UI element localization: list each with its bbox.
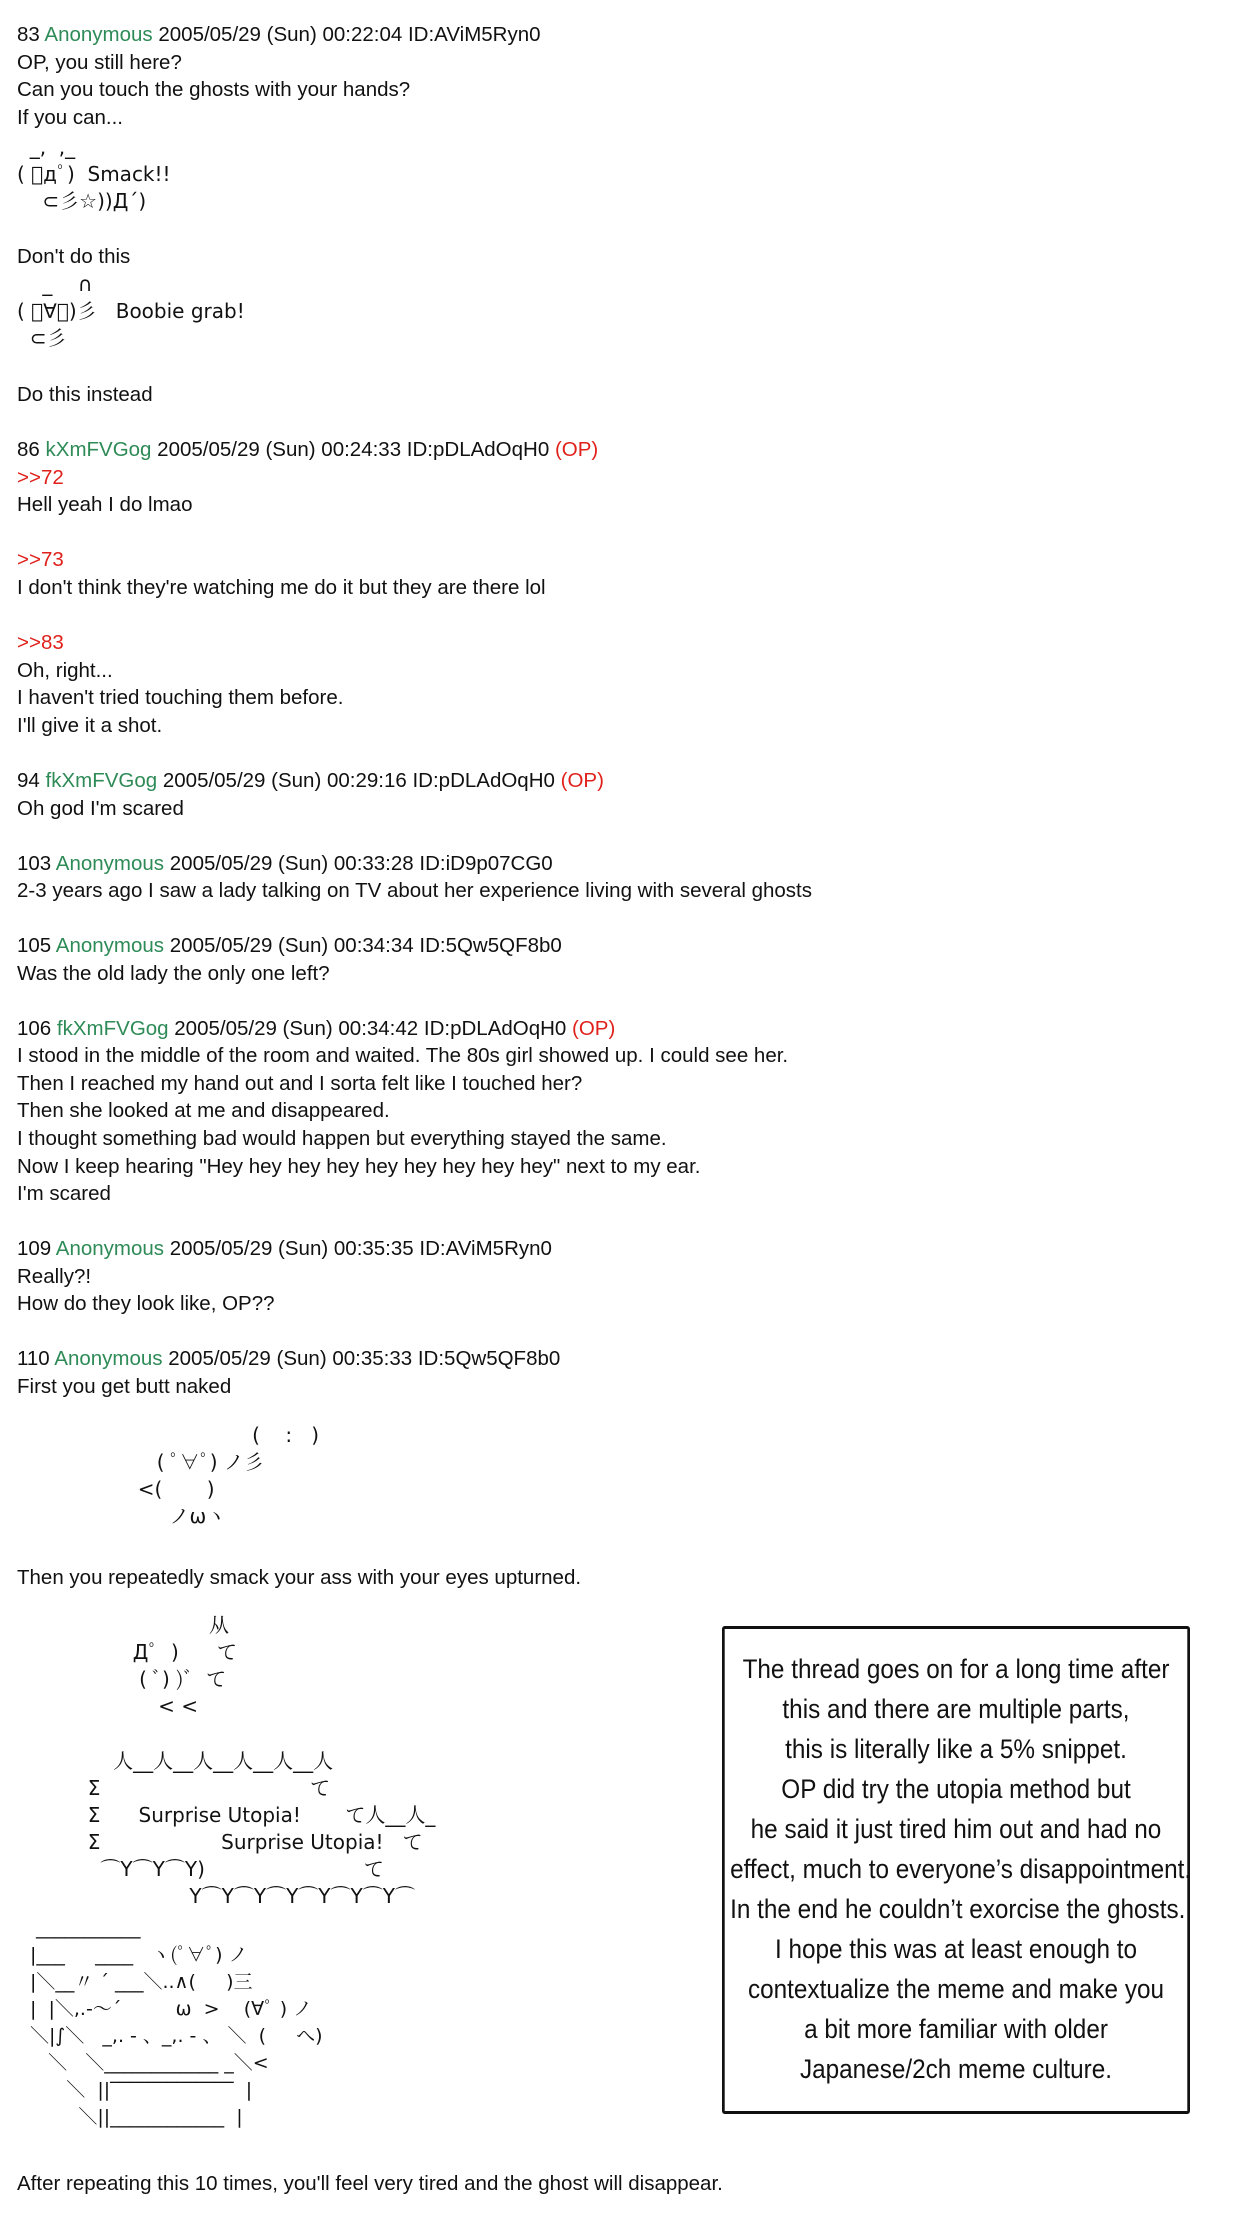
poster-name[interactable]: fkXmFVGog — [56, 1017, 169, 1040]
poster-id[interactable]: ID:pDLAdOqH0 — [423, 1017, 567, 1040]
poster-name[interactable]: Anonymous — [54, 1347, 163, 1370]
ascii-art-desk: ___________ |___ ____ ヽ(ﾟ∀ﾟ) ノ |＼__〃 ´ ___＼..∧( )三 | |＼,.-～´ ω > (∀ﾟ ) ノ ＼|∫＼ _,. - 、_,. - 、 ＼ ( へ) ＼ ＼____________ _＼< ＼ ||‾‾‾‾‾‾‾‾‾‾‾‾‾ | ＼||____________ | — [30, 1917, 323, 2128]
post-line: I don't think they're watching me do it but they are there lol — [17, 576, 546, 599]
annotation-line: contextualize the meme and make you — [747, 1974, 1165, 2004]
poster-name[interactable]: Anonymous — [55, 852, 165, 875]
post-line: First you get butt naked — [17, 1375, 232, 1398]
post-line: Can you touch the ghosts with your hands? — [17, 78, 411, 101]
reply-link[interactable]: >>83 — [17, 631, 64, 654]
post-date: 2005/05/29 (Sun) 00:34:42 — [174, 1017, 419, 1040]
reply-link[interactable]: >>73 — [17, 548, 64, 571]
post-number: 106 — [17, 1017, 52, 1040]
post-date: 2005/05/29 (Sun) 00:24:33 — [157, 438, 402, 461]
post-header-86 — [17, 436, 598, 464]
post-line: Then you repeatedly smack your ass with your eyes upturned. — [17, 1566, 582, 1589]
poster-name[interactable]: Anonymous — [55, 1237, 165, 1260]
poster-id[interactable]: ID:AViM5Ryn0 — [407, 23, 541, 46]
post-line: I thought something bad would happen but everything stayed the same. — [17, 1127, 667, 1150]
post-line: Oh, right... — [17, 659, 113, 682]
poster-name[interactable]: Anonymous — [44, 23, 153, 46]
poster-id[interactable]: ID:5Qw5QF8b0 — [419, 934, 562, 957]
post-line: How do they look like, OP?? — [17, 1292, 275, 1315]
poster-id[interactable]: ID:iD9p07CG0 — [419, 852, 553, 875]
post-number: 103 — [17, 852, 52, 875]
post-date: 2005/05/29 (Sun) 00:35:35 — [169, 1237, 414, 1260]
post-line: I haven't tried touching them before. — [17, 686, 344, 709]
ascii-art-grab: _ ∩ ( ﾟ∀ﾟ)彡 Boobie grab! ⊂彡 — [17, 272, 245, 350]
post-line: OP, you still here? — [17, 51, 182, 74]
post-line: I'll give it a shot. — [17, 714, 163, 737]
post-line: 2-3 years ago I saw a lady talking on TV about her experience living with several ghosts — [17, 879, 813, 902]
post-date: 2005/05/29 (Sun) 00:35:33 — [168, 1347, 413, 1370]
post-number: 86 — [17, 438, 40, 461]
annotation-line: a bit more familiar with older — [804, 2014, 1108, 2044]
post-date: 2005/05/29 (Sun) 00:33:28 — [169, 852, 414, 875]
post-header-94 — [17, 767, 604, 795]
op-badge: (OP) — [560, 769, 604, 792]
post-date: 2005/05/29 (Sun) 00:22:04 — [158, 23, 403, 46]
annotation-line: he said it just tired him out and had no — [750, 1814, 1162, 1844]
poster-id[interactable]: ID:pDLAdOqH0 — [406, 438, 550, 461]
annotation-line: The thread goes on for a long time after — [742, 1654, 1170, 1684]
op-badge: (OP) — [572, 1017, 616, 1040]
poster-name[interactable]: kXmFVGog — [45, 438, 152, 461]
post-line: After repeating this 10 times, you'll feel very tired and the ghost will disappear. — [17, 2172, 723, 2195]
post-line: I stood in the middle of the room and waited. The 80s girl showed up. I could see her. — [17, 1044, 789, 1067]
annotation-line: I hope this was at least enough to — [774, 1934, 1138, 1964]
annotation-box — [722, 1626, 1190, 2114]
post-line: Don't do this — [17, 245, 131, 268]
ascii-art-utopia: 人__人__人__人__人__人 Σ て Σ Surprise Utopia! て人__人_ Σ Surprise Utopia! て ⌒Y⌒Y⌒Y) て Y⌒Y⌒Y⌒Y⌒Y⌒Y⌒Y⌒ — [87, 1749, 436, 1908]
post-line: I'm scared — [17, 1182, 111, 1205]
ascii-art-naked: ( : ) ( ﾟ∀ﾟ) ノ彡 <( ) ノωヽ — [137, 1423, 319, 1528]
poster-id[interactable]: ID:5Qw5QF8b0 — [417, 1347, 561, 1370]
post-number: 94 — [17, 769, 40, 792]
post-number: 110 — [17, 1347, 50, 1370]
post-line: Was the old lady the only one left? — [17, 962, 330, 985]
post-line: If you can... — [17, 106, 123, 129]
ascii-art-smack: _, ,_ ( ﾟдﾟ) Smack!! ⊂彡☆))Д´) — [17, 135, 171, 213]
post-date: 2005/05/29 (Sun) 00:34:34 — [169, 934, 414, 957]
annotation-line: this is literally like a 5% snippet. — [785, 1734, 1127, 1764]
post-header-103 — [17, 850, 553, 878]
annotation-line: Japanese/2ch meme culture. — [799, 2054, 1113, 2084]
poster-name[interactable]: fkXmFVGog — [45, 769, 158, 792]
post-header-105 — [17, 932, 562, 960]
annotation-line: effect, much to everyone’s disappointment. — [730, 1854, 1192, 1884]
post-number: 109 — [17, 1237, 52, 1260]
post-line: Now I keep hearing "Hey hey hey hey hey hey hey hey hey" next to my ear. — [17, 1155, 701, 1178]
post-line: Then she looked at me and disappeared. — [17, 1099, 390, 1122]
poster-name[interactable]: Anonymous — [55, 934, 165, 957]
poster-id[interactable]: ID:pDLAdOqH0 — [412, 769, 555, 792]
post-line: Do this instead — [17, 383, 153, 406]
post-header-110 — [17, 1345, 560, 1373]
post-line: Oh god I'm scared — [17, 797, 184, 820]
annotation-line: this and there are multiple parts, — [782, 1694, 1130, 1724]
ascii-art-smack2: 从 Дﾟ ) て ( ﾞ) )ﾞ て < < — [132, 1613, 238, 1718]
post-line: Then I reached my hand out and I sorta felt like I touched her? — [17, 1072, 583, 1095]
annotation-line: OP did try the utopia method but — [781, 1774, 1131, 1804]
post-date: 2005/05/29 (Sun) 00:29:16 — [162, 769, 407, 792]
post-line: Hell yeah I do lmao — [17, 493, 193, 516]
annotation-line: In the end he couldn’t exorcise the ghosts. — [730, 1894, 1186, 1924]
post-header-106 — [17, 1015, 615, 1043]
op-badge: (OP) — [554, 438, 599, 461]
post-line: Really?! — [17, 1265, 92, 1288]
reply-link[interactable]: >>72 — [17, 466, 64, 489]
poster-id[interactable]: ID:AViM5Ryn0 — [419, 1237, 552, 1260]
post-number: 83 — [17, 23, 40, 46]
post-header-83 — [17, 21, 541, 49]
post-header-109 — [17, 1235, 552, 1263]
post-number: 105 — [17, 934, 52, 957]
